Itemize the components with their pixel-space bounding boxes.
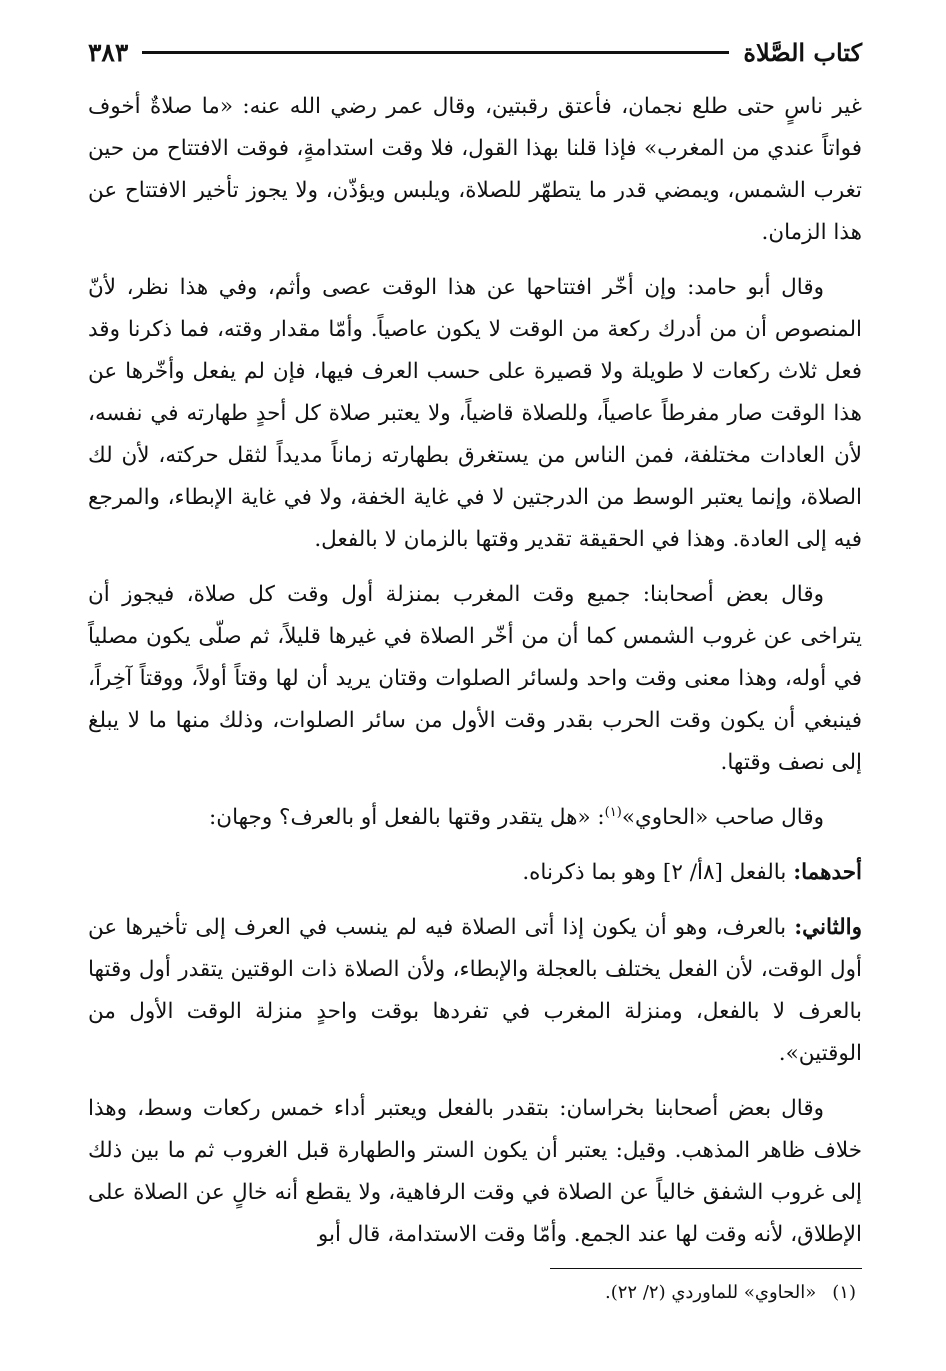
- paragraph-2: وقال أبو حامد: وإن أخّر افتتاحها عن هذا الوقت عصى وأثم، وفي هذا نظر، لأنّ المنصوص أن من أدرك ركعة من الوقت لا يكون عاصياً. وأمّا مقدار وقته، فما ذكرنا وقد فعل ثلاث ركعات لا طويلة ولا قصيرة على حسب العرف فيها، فإن لم يفعل وأخّرها عن هذا الوقت صار مفرطاً عاصياً، وللصلاة قاضياً، ولا يعتبر صلاة كل أحدٍ طهارته في نفسه، لأن العادات مختلفة، فمن الناس من يستغرق بطهارته زماناً مديداً لثقل حركته، لأن لك الصلاة، وإنما يعتبر الوسط من الدرجتين لا في غاية الخفة، ولا في غاية الإبطاء، والمرجع فيه إلى العادة. وهذا في الحقيقة تقدير وقتها بالزمان لا بالفعل.: [88, 275, 862, 552]
- page-header: [88, 28, 862, 76]
- footnote-number: (١): [832, 1282, 856, 1303]
- paragraph-5-text: بالفعل [٨أ/ ٢] وهو بما ذكرناه.: [522, 860, 794, 885]
- chapter-title: كتاب الصَّلاة: [743, 37, 862, 67]
- paragraph-7: وقال بعض أصحابنا بخراسان: بتقدر بالفعل ويعتبر أداء خمس ركعات وسط، وهذا خلاف ظاهر المذهب. وقيل: يعتبر أن يكون الستر والطهارة قبل الغروب ثم ما بين ذلك إلى غروب الشفق خالياً عن الصلاة في وقت الرفاهية، ولا يقطع أنه خالٍ عن الصلاة على الإطلاق، لأنه وقت لها عند الجمع. وأمّا وقت الاستدامة، قال أبو: [88, 1096, 862, 1247]
- paragraph-4-lead: وقال صاحب «الحاوي»: [621, 805, 824, 830]
- footnote: [88, 1280, 856, 1306]
- paragraph-4: [88, 797, 862, 839]
- paragraph-5: [88, 852, 862, 894]
- page-number: ٣٨٣: [88, 37, 129, 67]
- paragraph-3: وقال بعض أصحابنا: جميع وقت المغرب بمنزلة أول وقت كل صلاة، فيجوز أن يتراخى عن غروب الشمس كما أن من أخّر الصلاة في غيرها قليلاً، ثم صلّى يكون مصلياً في أوله، وهذا معنى وقت واحد ولسائر الصلوات وقتان يريد أن لها وقتاً أولاً، ووقتاً آخِراً، فينبغي أن يكون وقت الحرب بقدر وقت الأول من سائر الصلوات، وذلك منها ما لا يبلغ إلى نصف وقتها.: [88, 582, 862, 775]
- page-body: [88, 86, 862, 1256]
- paragraph-1: غير ناسٍ حتى طلع نجمان، فأعتق رقبتين، وقال عمر رضي الله عنه: «ما صلاةٌ أخوف فواتاً عندي من المغرب» فإذا قلنا بهذا القول، فلا وقت استدامةٍ، فوقت الافتتاح من حين تغرب الشمس، ويمضي قدر ما يتطهّر للصلاة، ويلبس ويؤذّن، ولا يجوز تأخير الافتتاح عن هذا الزمان.: [88, 94, 862, 245]
- paragraph-5-heading: أحدهما:: [793, 860, 862, 885]
- footnote-text: «الحاوي» للماوردي (٢/ ٢٢).: [605, 1282, 817, 1303]
- paragraph-6-heading: والثاني:: [794, 915, 862, 940]
- footnote-rule: [550, 1268, 862, 1269]
- header-rule: [142, 51, 729, 54]
- paragraph-6-text: بالعرف، وهو أن يكون إذا أتى الصلاة فيه لم ينسب في العرف إلى تأخيرها عن أول الوقت، لأن الفعل يختلف بالعجلة والإبطاء، ولأن الصلاة ذات الوقتين يتقدر أول وقتها بالعرف لا بالفعل، ومنزلة المغرب في تفردها بوقت واحدٍ منزلة الوقت الأول من الوقتين».: [88, 915, 862, 1066]
- footnote-ref: (١): [604, 804, 622, 820]
- paragraph-6: [88, 907, 862, 1075]
- paragraph-4-quote: : «هل يتقدر وقتها بالفعل أو بالعرف؟ وجهان:: [209, 805, 605, 830]
